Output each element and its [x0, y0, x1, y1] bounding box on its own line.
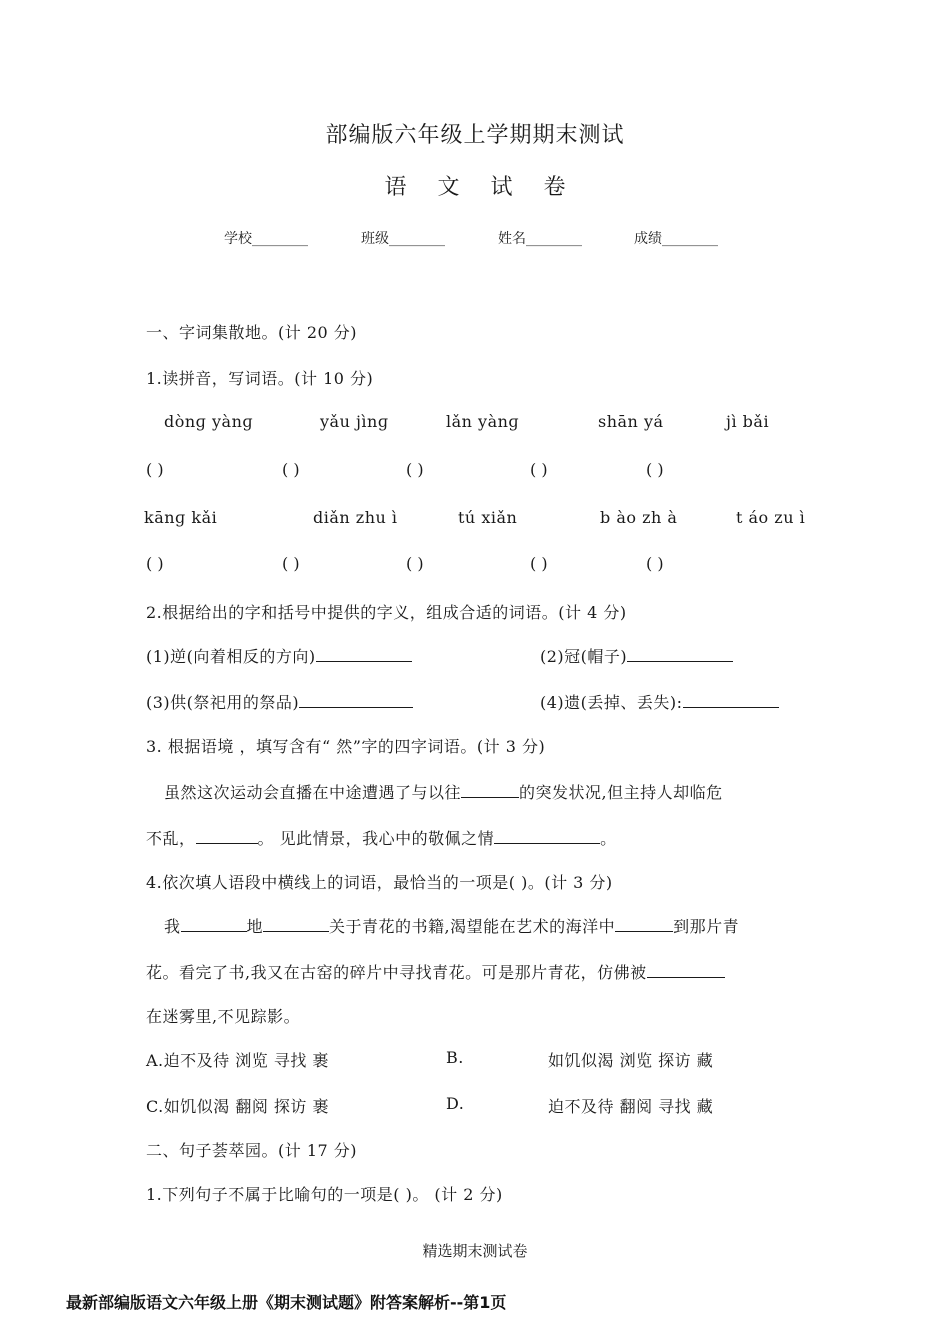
- q4-line3: 在迷雾里,不见踪影。: [146, 1007, 301, 1026]
- answer-box[interactable]: ( ): [146, 460, 164, 479]
- q3-line1: [164, 780, 723, 803]
- q2-item-4: [540, 690, 779, 713]
- pinyin-item: jì bǎi: [726, 412, 770, 431]
- q3-text: 虽然这次运动会直播在中途遭遇了与以往: [164, 783, 462, 802]
- answer-blank[interactable]: [196, 827, 258, 844]
- page-footer: 精选期末测试卷: [422, 1242, 528, 1260]
- q4-text: 我: [164, 917, 181, 936]
- answer-blank[interactable]: [683, 691, 779, 708]
- score-field: 成绩________: [634, 231, 718, 247]
- answer-box[interactable]: ( ): [282, 460, 300, 479]
- answer-box[interactable]: ( ): [282, 554, 300, 573]
- q2-item-2: [540, 644, 733, 667]
- q4-text: 花。看完了书,我又在古窑的碎片中寻找青花。可是那片青花，仿佛被: [146, 963, 647, 982]
- q4-prompt: 4.依次填人语段中横线上的词语，最恰当的一项是( )。(计 3 分): [146, 873, 613, 892]
- q4-text: 到那片青: [673, 917, 740, 936]
- answer-box[interactable]: ( ): [530, 460, 548, 479]
- q3-line2: [146, 826, 617, 849]
- q3-text: 不乱，: [146, 829, 196, 848]
- pinyin-item: kānɡ kǎi: [144, 508, 218, 527]
- q2-item-label: (4)遗(丢掉、丢失):: [540, 693, 683, 712]
- answer-box[interactable]: ( ): [646, 460, 664, 479]
- answer-blank[interactable]: [647, 961, 725, 978]
- q2-item-label: (3)供(祭祀用的祭品): [146, 693, 300, 712]
- pinyin-item: t áo zu ì: [736, 508, 806, 527]
- q2-item-label: (1)逆(向着相反的方向): [146, 647, 316, 666]
- q3-prompt: 3. 根据语境 ，填写含有“ 然”字的四字词语。(计 3 分): [146, 737, 546, 756]
- q4-option-d-label[interactable]: D.: [446, 1094, 465, 1113]
- section1-heading: 一、字词集散地。(计 20 分): [146, 323, 358, 342]
- q2-item-3: [146, 690, 413, 713]
- q1-prompt: 1.读拼音，写词语。(计 10 分): [146, 369, 374, 388]
- answer-blank[interactable]: [615, 915, 673, 932]
- answer-box[interactable]: ( ): [406, 460, 424, 479]
- q4-text: 关于青花的书籍,渴望能在艺术的海洋中: [329, 917, 616, 936]
- answer-blank[interactable]: [263, 915, 329, 932]
- q3-text: 的突发状况,但主持人却临危: [519, 783, 723, 802]
- q4-text: 地: [246, 917, 264, 936]
- q4-option-b-text[interactable]: 如饥似渴 浏览 探访 藏: [548, 1051, 714, 1070]
- answer-blank[interactable]: [627, 645, 733, 662]
- section2-q1: 1.下列句子不属于比喻句的一项是( )。 (计 2 分): [146, 1185, 503, 1204]
- q4-option-c[interactable]: C.如饥似渴 翻阅 探访 裹: [146, 1097, 330, 1116]
- exam-subtitle: 语 文 试 卷: [384, 175, 578, 200]
- q4-line1: [164, 914, 739, 937]
- answer-blank[interactable]: [494, 827, 600, 844]
- q2-prompt: 2.根据给出的字和括号中提供的字义，组成合适的词语。(计 4 分): [146, 603, 627, 622]
- answer-blank[interactable]: [299, 691, 413, 708]
- bottom-caption: 最新部编版语文六年级上册《期末测试题》附答案解析--第1页: [66, 1293, 507, 1312]
- q2-item-1: [146, 644, 412, 667]
- school-field: 学校________: [224, 231, 308, 247]
- pinyin-item: yǎu jìnɡ: [320, 412, 389, 431]
- q4-option-d-text[interactable]: 迫不及待 翻阅 寻找 藏: [548, 1097, 714, 1116]
- answer-blank[interactable]: [316, 645, 412, 662]
- answer-box[interactable]: ( ): [406, 554, 424, 573]
- q4-option-a[interactable]: A.迫不及待 浏览 寻找 裹: [146, 1051, 329, 1070]
- q2-item-label: (2)冠(帽子): [540, 647, 628, 666]
- answer-box[interactable]: ( ): [646, 554, 664, 573]
- class-field: 班级________: [361, 231, 445, 247]
- answer-box[interactable]: ( ): [146, 554, 164, 573]
- pinyin-item: diǎn zhu ì: [313, 508, 398, 527]
- pinyin-item: shān yá: [598, 412, 664, 431]
- pinyin-item: dònɡ yànɡ: [164, 412, 254, 431]
- section2-heading: 二、句子荟萃园。(计 17 分): [146, 1141, 358, 1160]
- pinyin-item: tú xiǎn: [458, 508, 518, 527]
- name-field: 姓名________: [498, 231, 582, 247]
- answer-blank[interactable]: [181, 915, 247, 932]
- q4-option-b-label[interactable]: B.: [446, 1048, 464, 1067]
- pinyin-item: lǎn yànɡ: [446, 412, 520, 431]
- answer-box[interactable]: ( ): [530, 554, 548, 573]
- exam-title: 部编版六年级上学期期末测试: [325, 123, 625, 148]
- pinyin-item: b ào zh à: [600, 508, 678, 527]
- answer-blank[interactable]: [461, 781, 519, 798]
- q3-text: 。: [600, 829, 617, 848]
- q3-text: 。 见此情景，我心中的敬佩之情: [257, 829, 495, 848]
- q4-line2: [146, 960, 725, 983]
